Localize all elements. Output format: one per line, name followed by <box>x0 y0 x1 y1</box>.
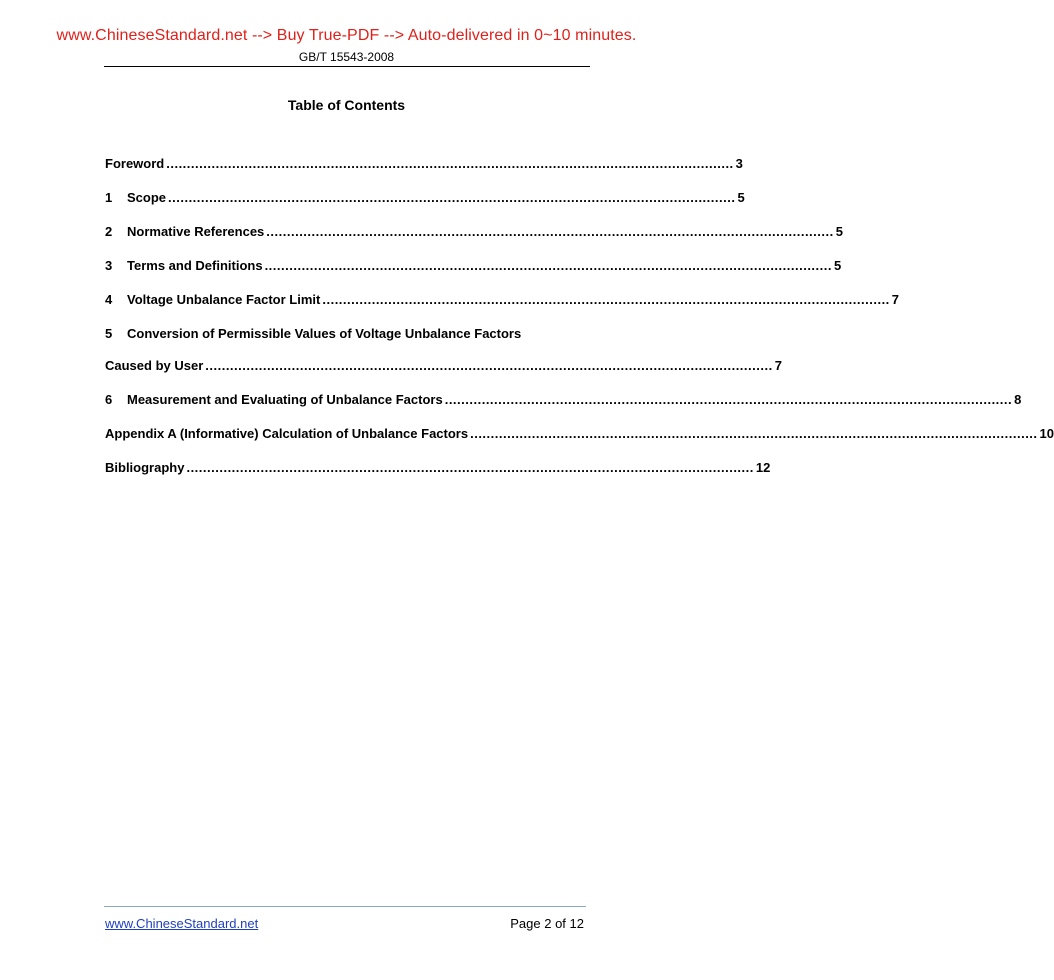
toc-entry-label: Scope <box>127 190 167 205</box>
toc-entry-page: 5 <box>834 258 842 273</box>
promo-banner[interactable]: www.ChineseStandard.net --> Buy True-PDF --> Auto-delivered in 0~10 minutes. <box>56 27 637 44</box>
toc-entry-appendix-a[interactable] <box>105 426 1054 460</box>
page-number: Page 2 of 12 <box>510 916 584 931</box>
toc-entry-page: 3 <box>735 156 743 171</box>
toc-entry-conversion-line-1[interactable] <box>105 326 586 358</box>
toc-leader-dots: .......................................................................................................................................... <box>168 190 736 205</box>
toc-leader-dots: .......................................................................................................................................... <box>470 426 1038 441</box>
toc-leader-dots: .......................................................................................................................................... <box>322 292 890 307</box>
toc-entry-number: 5 <box>105 326 113 341</box>
toc-leader-dots: .......................................................................................................................................... <box>166 156 734 171</box>
header-divider <box>104 66 590 67</box>
toc-entry-number: 2 <box>105 224 113 239</box>
page-title: Table of Contents <box>287 97 406 113</box>
toc-entry-normative-references[interactable] <box>105 224 843 258</box>
toc-entry-number: 3 <box>105 258 113 273</box>
toc-entry-label: Conversion of Permissible Values of Voltage Unbalance Factors <box>127 326 522 341</box>
toc-entry-label: Terms and Definitions <box>127 258 263 273</box>
toc-entry-page: 7 <box>774 358 782 373</box>
footer-website-link[interactable]: www.ChineseStandard.net <box>105 916 259 931</box>
toc-entry-bibliography[interactable] <box>105 460 771 494</box>
toc-entry-number: 1 <box>105 190 113 205</box>
toc-entry-label: Caused by User <box>105 358 204 373</box>
toc-entry-voltage-unbalance-factor-limit[interactable] <box>105 292 900 326</box>
toc-entry-number: 4 <box>105 292 113 307</box>
toc-entry-page: 5 <box>737 190 745 205</box>
toc-entry-conversion-line-2[interactable] <box>105 358 782 392</box>
toc-entry-page: 12 <box>755 460 771 475</box>
toc-leader-dots: .......................................................................................................................................... <box>186 460 754 475</box>
toc-entry-page: 5 <box>835 224 843 239</box>
toc-entry-number: 6 <box>105 392 113 407</box>
toc-entry-page: 8 <box>1014 392 1022 407</box>
toc-entry-page: 7 <box>891 292 900 307</box>
toc-entry-scope[interactable] <box>105 190 745 224</box>
footer-divider <box>104 906 586 907</box>
toc-entry-label: Measurement and Evaluating of Unbalance Factors <box>127 392 443 407</box>
standard-code: GB/T 15543-2008 <box>298 50 395 64</box>
toc-leader-dots: .......................................................................................................................................... <box>266 224 834 239</box>
toc-entry-label: Appendix A (Informative) Calculation of Unbalance Factors <box>105 426 469 441</box>
toc-entry-terms-and-definitions[interactable] <box>105 258 842 292</box>
toc-entry-page: 10 <box>1039 426 1054 441</box>
toc-entry-measurement[interactable] <box>105 392 1022 426</box>
toc-leader-dots: .......................................................................................................................................... <box>444 392 1013 407</box>
toc-entry-foreword[interactable] <box>105 156 743 190</box>
toc-leader-dots: .......................................................................................................................................... <box>205 358 773 373</box>
toc-entry-label: Foreword <box>105 156 165 171</box>
toc-entry-label: Bibliography <box>105 460 185 475</box>
toc-entry-label: Voltage Unbalance Factor Limit <box>127 292 321 307</box>
toc-entry-label: Normative References <box>127 224 265 239</box>
table-of-contents <box>105 156 1054 494</box>
toc-leader-dots: .......................................................................................................................................... <box>264 258 832 273</box>
